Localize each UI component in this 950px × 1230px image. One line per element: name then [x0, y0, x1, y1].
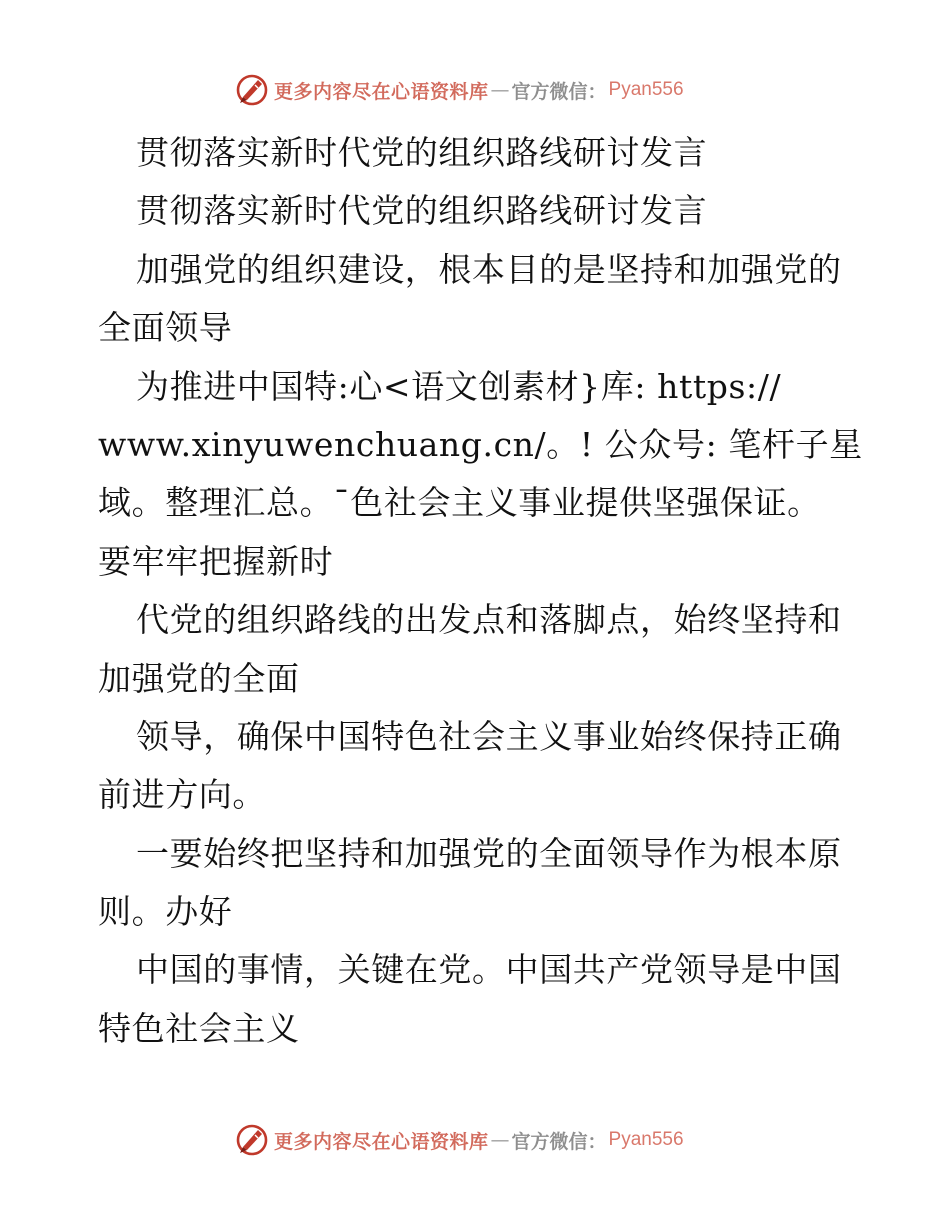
watermark-dash: — — [490, 1129, 510, 1151]
paragraph-first-line: 加强党的组织建设，根本目的是坚持和加强党的 — [136, 249, 842, 289]
paragraph-first-line: 为推进中国特:心<语文创素材}库: https:// — [136, 366, 782, 406]
watermark-wechat-label: 官方微信： — [511, 1130, 607, 1153]
paragraph-first-line: 一要始终把坚持和加强党的全面领导作为根本原 — [136, 833, 842, 873]
paragraph-line: 前进方向。 — [98, 775, 266, 815]
paragraph-line: www.xinyuwenchuang.cn/。! 公众号: 笔杆子星 — [98, 424, 863, 464]
paragraph-first-line: 贯彻落实新时代党的组织路线研讨发言 — [136, 133, 708, 172]
pen-nib-circle-icon — [234, 72, 270, 108]
paragraph-first-line: 代党的组织路线的出发点和落脚点，始终坚持和 — [136, 600, 842, 640]
watermark-site-name: 更多内容尽在心语资料库 — [274, 80, 489, 103]
paragraph-line: 要牢牢把握新时 — [98, 541, 334, 581]
paragraph-line: 特色社会主义 — [98, 1008, 300, 1048]
paragraph-first-line: 贯彻落实新时代党的组织路线研讨发言 — [136, 191, 708, 231]
paragraph-line: 加强党的全面 — [98, 658, 300, 698]
watermark-wechat-id: Pyan556 — [608, 79, 684, 100]
watermark-wechat-label: 官方微信： — [511, 80, 607, 103]
watermark-site-name: 更多内容尽在心语资料库 — [274, 1130, 489, 1153]
paragraph-first-line: 中国的事情，关键在党。中国共产党领导是中国 — [136, 950, 842, 990]
pen-nib-circle-icon — [234, 1122, 270, 1158]
paragraph-first-line: 领导，确保中国特色社会主义事业始终保持正确 — [136, 716, 842, 756]
paragraph-line: 域。整理汇总。¯色社会主义事业提供坚强保证。 — [98, 483, 821, 523]
document-body — [98, 124, 863, 1058]
paragraph-line: 则。办好 — [98, 892, 233, 932]
watermark-dash: — — [490, 79, 510, 101]
footer-watermark — [234, 1122, 684, 1158]
watermark-wechat-id: Pyan556 — [608, 1129, 684, 1150]
header-watermark — [234, 72, 684, 108]
paragraph-line: 全面领导 — [98, 308, 233, 348]
